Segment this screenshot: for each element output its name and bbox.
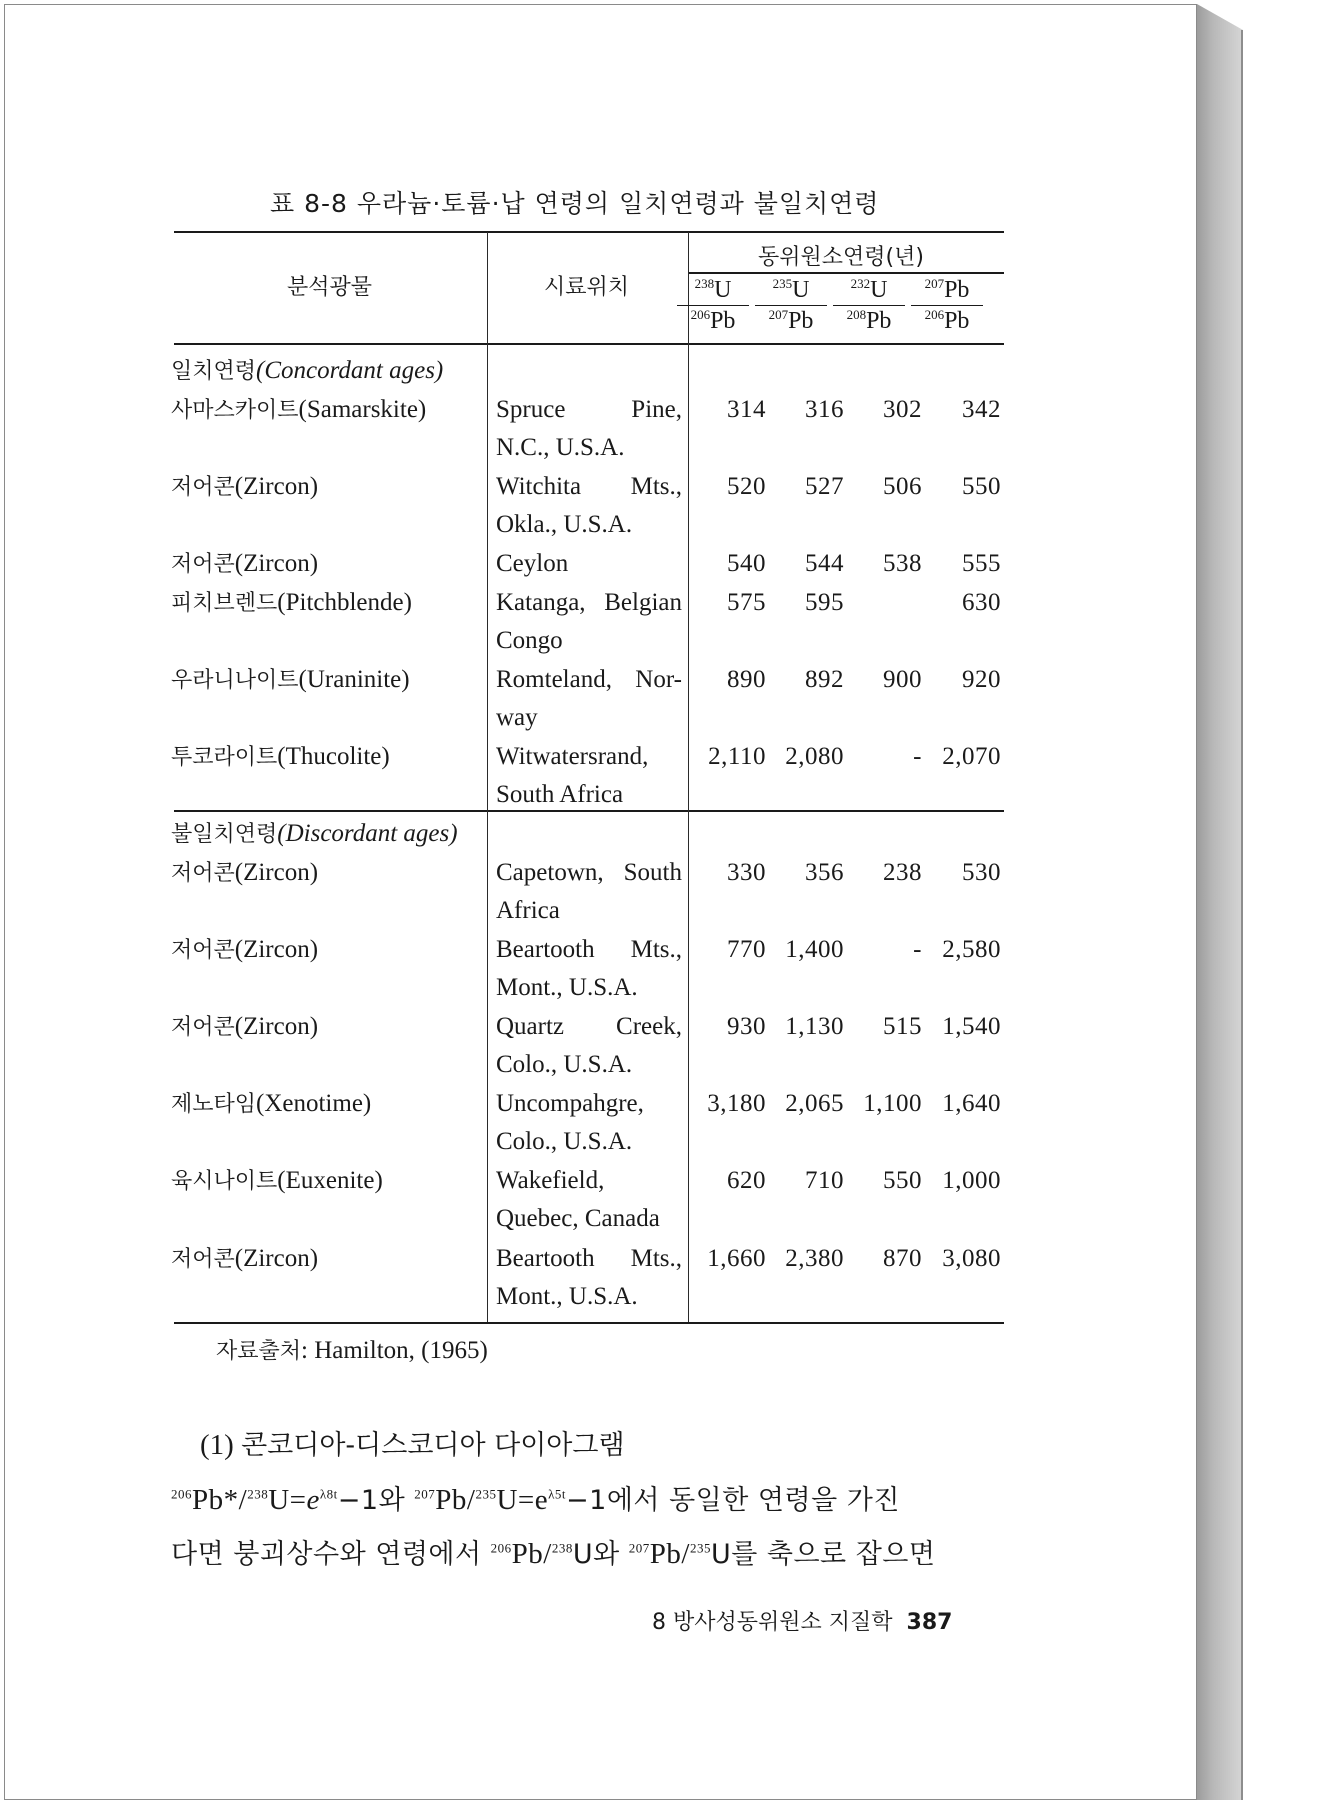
section-heading-text: 콘코디아-디스코디아 다이아그램 bbox=[241, 1430, 625, 1461]
table-row-mineral bbox=[171, 391, 426, 431]
table-row-mineral bbox=[171, 1008, 318, 1048]
isotope-mass: 238 bbox=[694, 276, 715, 291]
table-row-mineral bbox=[171, 1162, 383, 1202]
table-row-location: Spruce Pine, N.C., U.S.A. bbox=[496, 395, 682, 461]
age-value: 238 bbox=[883, 858, 922, 886]
table-row-mineral bbox=[171, 931, 318, 971]
table-bottom-rule bbox=[174, 1322, 1004, 1324]
ratio-denominator bbox=[911, 305, 983, 336]
mineral-name-ko: 저어콘 bbox=[171, 1015, 235, 1040]
mineral-name-ko: 저어콘 bbox=[171, 1246, 235, 1272]
mineral-name-ko: 제노타임 bbox=[171, 1092, 257, 1118]
mineral-name-ko: 저어콘 bbox=[171, 937, 235, 963]
element-symbol: U bbox=[792, 277, 810, 303]
age-value: 1,100 bbox=[863, 1090, 922, 1118]
age-value: 1,660 bbox=[707, 1244, 766, 1272]
header-mineral: 분석광물 bbox=[287, 275, 373, 300]
section-heading-number: (1) bbox=[200, 1429, 234, 1461]
age-value: 316 bbox=[805, 395, 844, 423]
age-value: 2,065 bbox=[785, 1090, 844, 1118]
age-value: 506 bbox=[883, 472, 922, 500]
header-location: 시료위치 bbox=[544, 275, 630, 300]
table-row-mineral bbox=[171, 584, 412, 624]
age-value: 314 bbox=[727, 395, 766, 423]
mineral-name-ko: 저어콘 bbox=[171, 552, 235, 577]
group-label-ko: 일치연령 bbox=[171, 359, 257, 384]
section-heading bbox=[200, 1423, 625, 1462]
age-value: 892 bbox=[805, 665, 844, 693]
table-header-rule bbox=[174, 343, 1004, 345]
age-value: 2,580 bbox=[942, 935, 1001, 963]
mineral-name-ko: 저어콘 bbox=[171, 860, 235, 886]
age-value: 2,070 bbox=[942, 743, 1001, 770]
table-row-location: Quartz Creek, Colo., U.S.A. bbox=[496, 1013, 682, 1078]
age-value: 356 bbox=[805, 858, 844, 886]
age-value: 1,540 bbox=[942, 1013, 1001, 1040]
age-value: 575 bbox=[727, 588, 766, 616]
column-divider-mineral bbox=[487, 232, 488, 1322]
sup: 235 bbox=[475, 1486, 497, 1502]
age-value: 1,130 bbox=[785, 1013, 844, 1040]
body-line-1 bbox=[171, 1478, 900, 1517]
group-label-ko: 불일치연령 bbox=[171, 822, 278, 847]
age-value: - bbox=[913, 743, 922, 770]
age-value: 550 bbox=[962, 472, 1001, 500]
ratio-numerator bbox=[911, 275, 983, 305]
table-row-mineral bbox=[171, 854, 318, 894]
age-value: 3,180 bbox=[707, 1090, 766, 1118]
age-value: 3,080 bbox=[942, 1244, 1001, 1272]
sup: λ5t bbox=[548, 1486, 567, 1502]
age-value: 330 bbox=[727, 858, 766, 886]
group-label-en: (Discordant ages) bbox=[277, 820, 458, 847]
table-row-location: Ceylon bbox=[496, 550, 569, 577]
table-row-location: Wakefield, Quebec, Canada bbox=[496, 1167, 660, 1233]
element-symbol: Pb bbox=[788, 308, 814, 334]
text: Pb/ bbox=[511, 1538, 552, 1570]
ratio-numerator bbox=[833, 275, 905, 305]
group-label-en: (Concordant ages) bbox=[256, 357, 444, 384]
ratio-header bbox=[677, 275, 749, 336]
table-row-mineral bbox=[171, 1240, 318, 1280]
age-value: 1,400 bbox=[785, 935, 844, 963]
text: Pb/ bbox=[435, 1484, 476, 1516]
sup: 206 bbox=[171, 1486, 192, 1502]
isotope-mass: 206 bbox=[690, 307, 711, 322]
age-value: 595 bbox=[805, 588, 844, 616]
element-symbol: Pb bbox=[944, 308, 970, 334]
ages-header-rule bbox=[689, 272, 1004, 274]
mineral-name-ko: 투코라이트 bbox=[171, 745, 278, 770]
text: −1와 bbox=[337, 1485, 415, 1516]
mineral-name-en: (Thucolite) bbox=[277, 743, 390, 770]
sup: 207 bbox=[414, 1486, 436, 1502]
element-symbol: U bbox=[870, 277, 888, 303]
sup: 235 bbox=[689, 1540, 711, 1556]
age-value: 1,000 bbox=[942, 1167, 1001, 1195]
age-value: 930 bbox=[727, 1013, 766, 1040]
mineral-name-en: (Zircon) bbox=[234, 550, 319, 577]
ratio-denominator bbox=[833, 305, 905, 336]
isotope-mass: 207 bbox=[924, 276, 945, 291]
isotope-mass: 208 bbox=[846, 307, 867, 322]
element-symbol: Pb bbox=[944, 277, 970, 303]
table-row-location: Capetown, South Africa bbox=[496, 858, 682, 924]
mineral-name-ko: 우라니나이트 bbox=[171, 667, 299, 693]
age-value: 555 bbox=[962, 550, 1001, 577]
table-row-location: Katanga, Belgian Congo bbox=[496, 588, 682, 654]
body-line-2 bbox=[171, 1532, 935, 1571]
table-row-location: Beartooth Mts., Mont., U.S.A. bbox=[496, 1244, 682, 1310]
age-value: 520 bbox=[727, 472, 766, 500]
text: −1에서 동일한 연령을 가진 bbox=[566, 1485, 900, 1516]
age-value: 540 bbox=[727, 550, 766, 577]
ratio-header bbox=[833, 275, 905, 336]
age-value: 550 bbox=[883, 1167, 922, 1195]
ratio-header bbox=[755, 275, 827, 336]
age-value: 770 bbox=[727, 935, 766, 963]
ratio-denominator bbox=[755, 305, 827, 336]
table-row-mineral bbox=[171, 738, 390, 778]
ratio-header bbox=[911, 275, 983, 336]
page-footer bbox=[652, 1605, 952, 1636]
isotope-mass: 235 bbox=[772, 276, 793, 291]
isotope-mass: 206 bbox=[924, 307, 945, 322]
age-value: 530 bbox=[962, 858, 1001, 886]
page-number: 387 bbox=[906, 1610, 953, 1635]
page-edge-shadow bbox=[1197, 4, 1243, 1800]
mineral-name-ko: 사마스카이트 bbox=[171, 397, 299, 423]
table-top-rule bbox=[174, 231, 1004, 233]
page-edge-line bbox=[1241, 30, 1243, 1800]
text: 다면 붕괴상수와 연령에서 bbox=[171, 1539, 491, 1570]
element-symbol: Pb bbox=[866, 308, 892, 334]
age-value: 342 bbox=[962, 395, 1001, 423]
text: U=e bbox=[496, 1484, 549, 1516]
mineral-name-en: (Samarskite) bbox=[298, 395, 427, 423]
text: U= bbox=[268, 1484, 307, 1516]
age-value: 620 bbox=[727, 1167, 766, 1195]
age-value: 630 bbox=[962, 588, 1001, 616]
group-label bbox=[171, 352, 443, 392]
sup: 207 bbox=[628, 1540, 650, 1556]
table-row-mineral bbox=[171, 468, 318, 508]
sup: λ8t bbox=[319, 1486, 338, 1502]
header-isotope-ages: 동위원소연령(년) bbox=[758, 245, 924, 270]
table-row-location: Witwatersrand, South Africa bbox=[496, 743, 649, 808]
sup: 238 bbox=[247, 1486, 269, 1502]
mineral-name-en: (Xenotime) bbox=[256, 1090, 372, 1118]
mineral-name-en: (Pitchblende) bbox=[277, 588, 412, 616]
age-value: 900 bbox=[883, 665, 922, 693]
age-value: 870 bbox=[883, 1244, 922, 1272]
age-value: 710 bbox=[805, 1167, 844, 1195]
age-value: - bbox=[913, 935, 922, 963]
mineral-name-en: (Zircon) bbox=[234, 472, 319, 500]
column-divider-location bbox=[688, 232, 689, 1322]
mineral-name-en: (Zircon) bbox=[234, 858, 319, 886]
ratio-numerator bbox=[755, 275, 827, 305]
table-row-mineral bbox=[171, 545, 318, 585]
table-row-location: Witchita Mts., Okla., U.S.A. bbox=[496, 472, 682, 538]
mineral-name-en: (Zircon) bbox=[234, 1013, 319, 1040]
text: e bbox=[306, 1484, 320, 1516]
text: U와 bbox=[572, 1539, 629, 1570]
table-source bbox=[216, 1334, 488, 1365]
mineral-name-en: (Uraninite) bbox=[298, 665, 410, 693]
mineral-name-en: (Zircon) bbox=[234, 935, 319, 963]
age-value: 2,110 bbox=[708, 743, 766, 770]
source-label: 자료출처 bbox=[216, 1339, 302, 1364]
age-value: 302 bbox=[883, 395, 922, 423]
isotope-mass: 207 bbox=[768, 307, 789, 322]
age-value: 920 bbox=[962, 665, 1001, 693]
age-value: 515 bbox=[883, 1013, 922, 1040]
text: U를 축으로 잡으면 bbox=[710, 1539, 936, 1570]
ratio-denominator bbox=[677, 305, 749, 336]
table-row-mineral bbox=[171, 1085, 371, 1125]
mineral-name-en: (Euxenite) bbox=[277, 1167, 383, 1195]
age-value: 2,080 bbox=[785, 743, 844, 770]
mineral-name-en: (Zircon) bbox=[234, 1244, 319, 1272]
table-row-mineral bbox=[171, 661, 410, 701]
group-label bbox=[171, 815, 458, 855]
element-symbol: U bbox=[714, 277, 732, 303]
table-row-location: Beartooth Mts., Mont., U.S.A. bbox=[496, 935, 682, 1001]
mineral-name-ko: 저어콘 bbox=[171, 474, 235, 500]
ratio-numerator bbox=[677, 275, 749, 305]
element-symbol: Pb bbox=[710, 308, 736, 334]
age-value: 890 bbox=[727, 665, 766, 693]
sup: 238 bbox=[551, 1540, 573, 1556]
text: Pb*/ bbox=[192, 1484, 248, 1516]
age-value: 1,640 bbox=[942, 1090, 1001, 1118]
age-value: 544 bbox=[805, 550, 844, 577]
mineral-name-ko: 피치브렌드 bbox=[171, 590, 278, 616]
table-row-location: Romteland, Nor-way bbox=[496, 665, 682, 731]
source-text: : Hamilton, (1965) bbox=[301, 1337, 488, 1364]
age-value: 2,380 bbox=[785, 1244, 844, 1272]
mineral-name-ko: 육시나이트 bbox=[171, 1169, 278, 1195]
table-caption: 표 8-8 우라늄·토륨·납 연령의 일치연령과 불일치연령 bbox=[270, 189, 880, 218]
isotope-mass: 232 bbox=[850, 276, 871, 291]
age-value: 538 bbox=[883, 550, 922, 577]
chapter-title: 8 방사성동위원소 지질학 bbox=[652, 1610, 893, 1635]
table-row-location: Uncompahgre, Colo., U.S.A. bbox=[496, 1090, 644, 1156]
sup: 206 bbox=[490, 1540, 512, 1556]
age-value: 527 bbox=[805, 472, 844, 500]
text: Pb/ bbox=[649, 1538, 690, 1570]
